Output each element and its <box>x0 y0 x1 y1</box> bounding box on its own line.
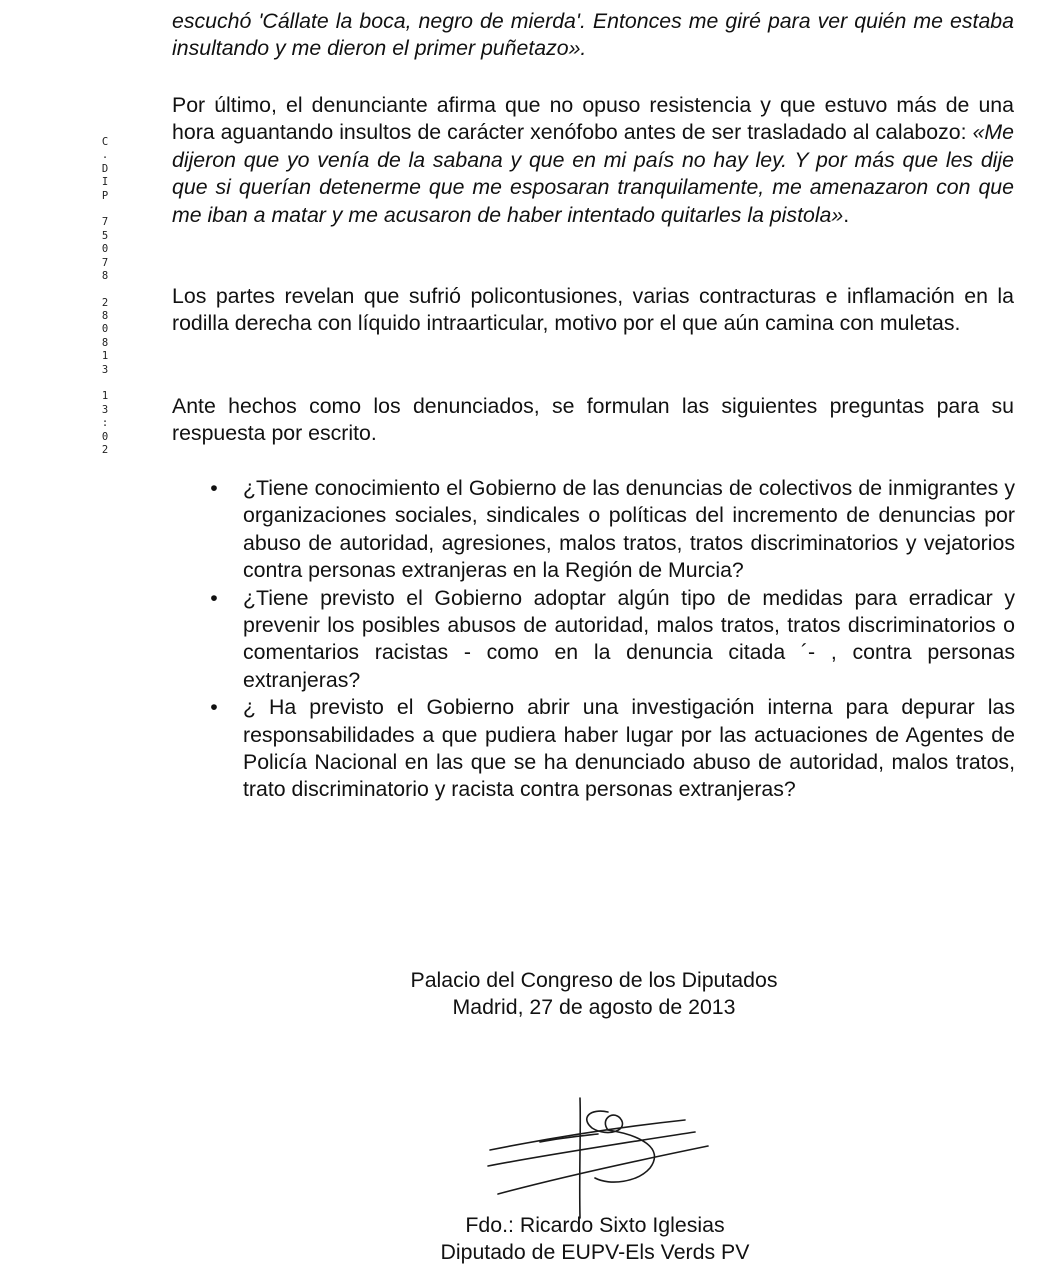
margin-char: P <box>101 189 109 202</box>
margin-char: 2 <box>101 443 109 456</box>
paragraph-2-text <box>172 92 1014 229</box>
margin-char: 8 <box>101 269 109 282</box>
handwritten-signature-icon <box>480 1090 720 1220</box>
paragraph-2-quote: «Me dijeron que yo venía de la sabana y que en mi país no hay ley. Y por más que les dije que si querían detenerme que me esposaran tranquilamente, me amenazaron con que me iban a matar y me acusaron de haber intentado quitarles la pistola» <box>172 120 1014 227</box>
place-line: Palacio del Congreso de los Diputados <box>410 968 778 992</box>
margin-char: 1 <box>101 390 109 403</box>
bullet-icon: • <box>210 585 218 610</box>
margin-char: 7 <box>101 216 109 229</box>
question-item <box>210 694 1015 804</box>
paragraph-questions-intro <box>172 393 1014 448</box>
paragraph-3-text: Los partes revelan que sufrió policontusiones, varias contracturas e inflamación en la rodilla derecha con líquido intraarticular, motivo por el que aún camina con muletas. <box>172 284 1014 336</box>
margin-char: D <box>101 162 109 175</box>
margin-char: 8 <box>101 310 109 323</box>
margin-char <box>97 203 113 216</box>
signer-name: Fdo.: Ricardo Sixto Iglesias <box>465 1213 725 1237</box>
margin-char: C <box>101 136 109 148</box>
question-item <box>210 475 1015 585</box>
paragraph-2-end: . <box>843 202 850 227</box>
margin-char <box>97 283 113 296</box>
closing-block <box>300 967 888 1022</box>
paragraph-1-text: escuchó 'Cállate la boca, negro de mierda'. Entonces me giré para ver quién me estaba insultando y me dieron el primer puñetazo». <box>172 9 1014 61</box>
questions-list <box>210 475 1015 804</box>
paragraph-4-text: Ante hechos como los denunciados, se formulan las siguientes preguntas para su respuesta por escrito. <box>172 394 1014 446</box>
paragraph-quote-ending <box>172 8 1014 63</box>
margin-char <box>97 377 113 390</box>
margin-char: 3 <box>101 403 109 416</box>
question-text: ¿Tiene conocimiento el Gobierno de las denuncias de colectivos de inmigrantes y organizaciones sociales, sindicales o políticas del incremento de denuncias por abuso de autoridad, agresiones, malos tratos, tratos discriminatorios y vejatorios contra personas extranjeras en la Región de Murcia? <box>243 476 1015 583</box>
margin-char: : <box>101 417 109 430</box>
margin-char: 5 <box>101 229 109 242</box>
margin-char: 0 <box>101 243 109 256</box>
margin-char: 3 <box>101 363 109 376</box>
margin-char: 0 <box>101 323 109 336</box>
signer-title: Diputado de EUPV-Els Verds PV <box>440 1240 750 1265</box>
margin-char: I <box>101 176 109 189</box>
paragraph-medical-report <box>172 283 1014 338</box>
margin-char: . <box>101 149 109 162</box>
date-line: Madrid, 27 de agosto de 2013 <box>452 995 736 1020</box>
question-text: ¿Tiene previsto el Gobierno adoptar algún tipo de medidas para erradicar y prevenir los posibles abusos de autoridad, malos tratos, tratos discriminatorios o comentarios racistas - como en la denuncia citada ´- , contra personas extranjeras? <box>243 585 1015 692</box>
margin-char: 2 <box>101 296 109 309</box>
paragraph-2-intro: Por último, el denunciante afirma que no opuso resistencia y que estuvo más de una hora aguantando insultos de carácter xenófobo antes de ser trasladado al calabozo: <box>172 93 1014 145</box>
margin-registry-code <box>97 136 113 457</box>
bullet-icon: • <box>210 476 218 500</box>
margin-char: 7 <box>101 256 109 269</box>
question-item <box>210 585 1015 695</box>
paragraph-detention <box>172 92 1014 229</box>
margin-char: 0 <box>101 430 109 443</box>
question-text: ¿ Ha previsto el Gobierno abrir una investigación interna para depurar las responsabilidades a que pudiera haber lugar por las actuaciones de Agentes de Policía Nacional en las que se ha denunciado abuso de autoridad, malos tratos, trato discriminatorio y racista contra personas extranjeras? <box>243 695 1015 802</box>
margin-char: 1 <box>101 350 109 363</box>
signer-block <box>390 1212 800 1267</box>
bullet-icon: • <box>210 695 218 720</box>
margin-char: 8 <box>101 336 109 349</box>
